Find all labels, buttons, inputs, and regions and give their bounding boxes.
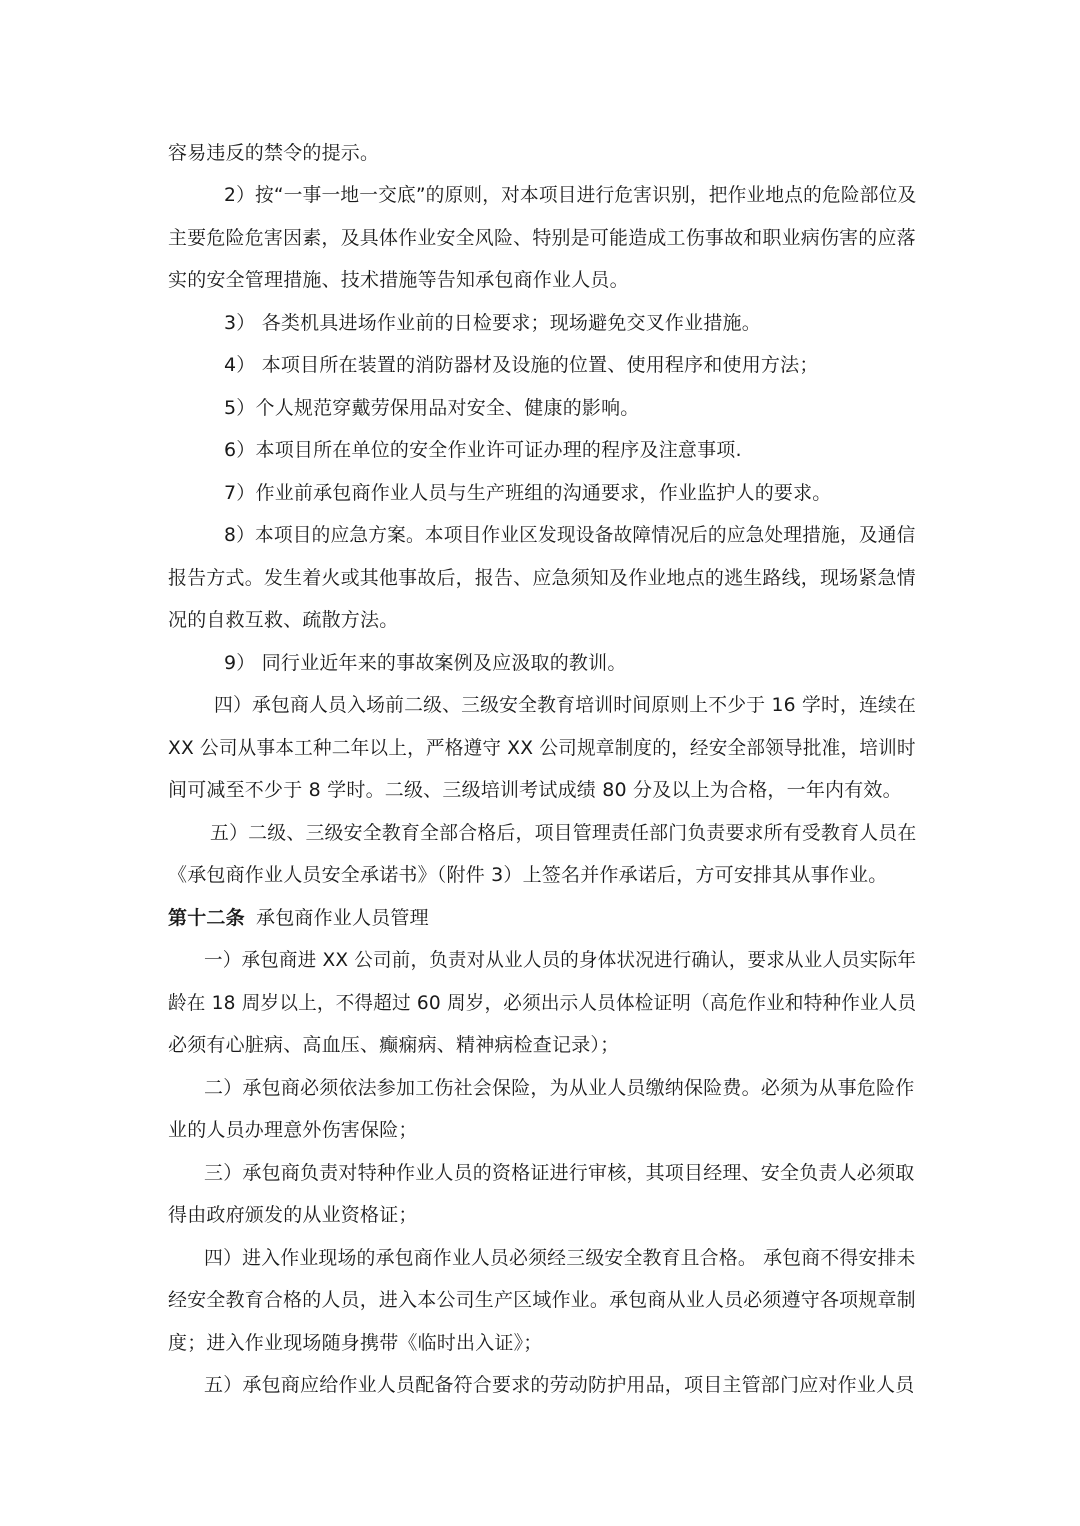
text-line: 龄在 18 周岁以上，不得超过 60 周岁，必须出示人员体检证明（高危作业和特种作业人员 xyxy=(168,992,917,1014)
text-line: 业的人员办理意外伤害保险； xyxy=(168,1119,418,1141)
text-line: 四）承包商人员入场前二级、三级安全教育培训时间原则上不少于 16 学时，连续在 xyxy=(214,694,917,716)
text-line: 4） 本项目所在装置的消防器材及设施的位置、使用程序和使用方法； xyxy=(224,354,819,376)
text-line: XX 公司从事本工种二年以上，严格遵守 XX 公司规章制度的，经安全部领导批准，培训时 xyxy=(168,737,916,759)
text-line: 三）承包商负责对特种作业人员的资格证进行审核，其项目经理、安全负责人必须取 xyxy=(204,1162,915,1184)
text-line: 二）承包商必须依法参加工伤社会保险，为从业人员缴纳保险费。必须为从事危险作 xyxy=(204,1077,915,1099)
text-line: 得由政府颁发的从业资格证； xyxy=(168,1204,418,1226)
text-line: 7）作业前承包商作业人员与生产班组的沟通要求，作业监护人的要求。 xyxy=(224,482,832,504)
text-line: 容易违反的禁令的提示。 xyxy=(168,142,380,164)
text-line: 四）进入作业现场的承包商作业人员必须经三级安全教育且合格。 承包商不得安排未 xyxy=(204,1247,916,1269)
text-line: 经安全教育合格的人员，进入本公司生产区域作业。承包商从业人员必须遵守各项规章制 xyxy=(168,1289,916,1311)
article-heading: 第十二条 xyxy=(168,907,245,929)
text-line: 6）本项目所在单位的安全作业许可证办理的程序及注意事项. xyxy=(224,439,742,461)
text-line: 五）承包商应给作业人员配备符合要求的劳动防护用品，项目主管部门应对作业人员 xyxy=(204,1374,915,1396)
text-line: 8）本项目的应急方案。本项目作业区发现设备故障情况后的应急处理措施，及通信 xyxy=(224,524,916,546)
text-line: 主要危险危害因素，及具体作业安全风险、特别是可能造成工伤事故和职业病伤害的应落 xyxy=(168,227,916,249)
text-line: 况的自救互救、疏散方法。 xyxy=(168,609,399,631)
text-line: 报告方式。发生着火或其他事故后，报告、应急须知及作业地点的逃生路线，现场紧急情 xyxy=(168,567,916,589)
article-heading-title: 承包商作业人员管理 xyxy=(256,907,429,929)
text-line: 度；进入作业现场随身携带《临时出入证》； xyxy=(168,1332,543,1354)
text-line: 一）承包商进 XX 公司前，负责对从业人员的身体状况进行确认，要求从业人员实际年 xyxy=(204,949,917,971)
text-line: 5）个人规范穿戴劳保用品对安全、健康的影响。 xyxy=(224,397,640,419)
text-line: 间可减至不少于 8 学时。二级、三级培训考试成绩 80 分及以上为合格，一年内有效。 xyxy=(168,779,902,801)
text-line: 2）按“一事一地一交底”的原则，对本项目进行危害识别，把作业地点的危险部位及 xyxy=(224,184,917,206)
text-line: 《承包商作业人员安全承诺书》（附件 3）上签名并作承诺后，方可安排其从事作业。 xyxy=(168,864,888,886)
text-line: 五）二级、三级安全教育全部合格后，项目管理责任部门负责要求所有受教育人员在 xyxy=(210,822,917,844)
text-line: 3） 各类机具进场作业前的日检要求；现场避免交叉作业措施。 xyxy=(224,312,761,334)
text-line: 9） 同行业近年来的事故案例及应汲取的教训。 xyxy=(224,652,627,674)
text-line: 实的安全管理措施、技术措施等告知承包商作业人员。 xyxy=(168,269,629,291)
text-line: 必须有心脏病、高血压、癫痫病、精神病检查记录）； xyxy=(168,1034,620,1056)
